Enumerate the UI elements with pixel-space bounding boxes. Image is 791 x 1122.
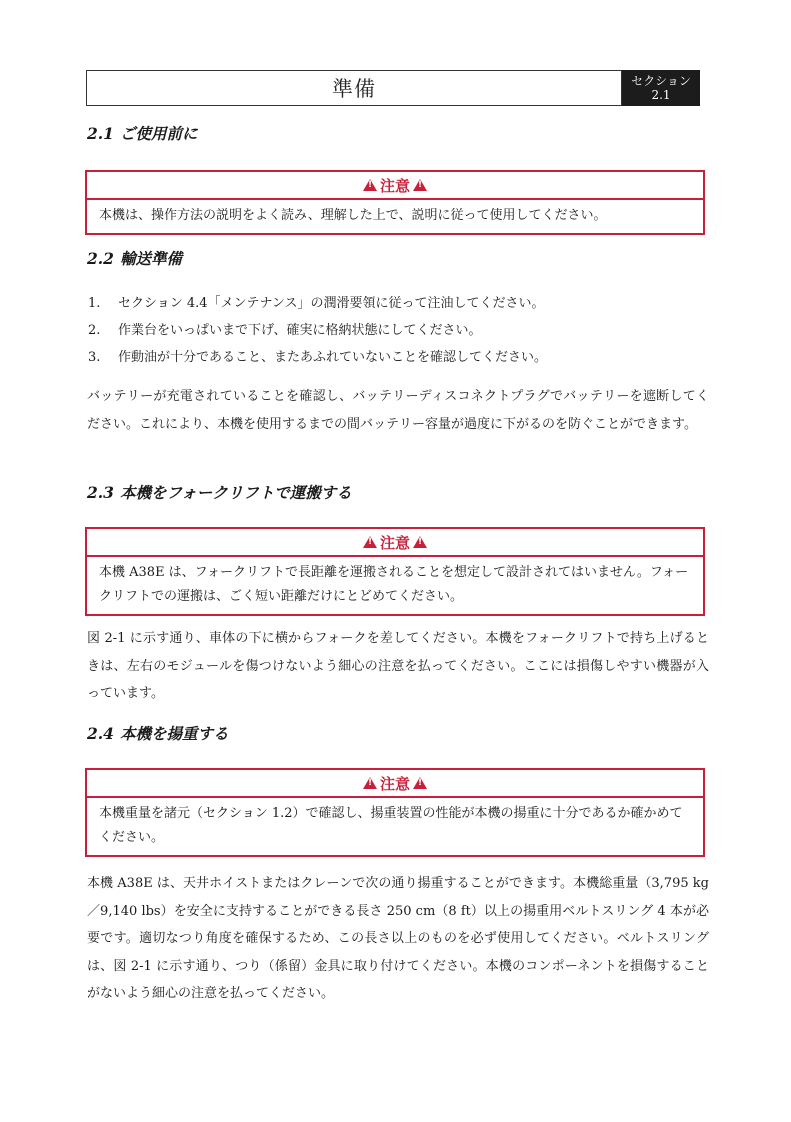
warning-triangle-icon <box>363 179 377 191</box>
section-tab-label: セクション <box>631 74 691 88</box>
warning-triangle-icon <box>413 777 427 789</box>
warning-triangle-icon <box>363 777 377 789</box>
section-number: 2.1 <box>87 124 114 143</box>
caution-header <box>87 529 703 557</box>
section-tab <box>622 70 700 106</box>
caution-header <box>87 770 703 798</box>
section-heading-2-1 <box>87 122 197 144</box>
warning-triangle-icon <box>413 536 427 548</box>
list-item-number: 2. <box>88 323 101 338</box>
section-tab-number: 2.1 <box>651 88 671 102</box>
section-title: 輸送準備 <box>119 249 182 268</box>
section-title: 本機をフォークリフトで運搬する <box>119 483 352 502</box>
caution-text: 本機は、操作方法の説明をよく読み、理解した上で、説明に従って使用してください。 <box>99 208 607 223</box>
caution-box-1 <box>85 170 705 235</box>
section-heading-2-2 <box>87 247 182 269</box>
caution-box-3 <box>85 768 705 857</box>
section-heading-2-4 <box>87 722 228 744</box>
battery-paragraph: バッテリーが充電されていることを確認し、バッテリーディスコネクトプラグでバッテリーを遮断してください。これにより、本機を使用するまでの間バッテリー容量が過度に下がるのを防ぐことができます。 <box>87 389 709 432</box>
transport-steps-list <box>88 290 708 371</box>
caution-label: 注意 <box>379 774 410 793</box>
chapter-title-box <box>86 70 622 106</box>
list-item-number: 3. <box>88 350 101 365</box>
caution-text: 本機 A38E は、フォークリフトで長距離を運搬されることを想定して設計されてはいません。フォークリフトでの運搬は、ごく短い距離だけにとどめてください。 <box>99 565 689 604</box>
list-item-text: 作業台をいっぱいまで下げ、確実に格納状態にしてください。 <box>118 323 482 338</box>
section-number: 2.2 <box>87 249 114 268</box>
section-number: 2.3 <box>87 483 114 502</box>
list-item <box>88 344 708 371</box>
chapter-title: 準備 <box>332 77 376 101</box>
caution-label: 注意 <box>379 176 410 195</box>
lifting-paragraph: 本機 A38E は、天井ホイストまたはクレーンで次の通り揚重することができます。本機総重量（3,795 kg／9,140 lbs）を安全に支持することができる長さ 250 cm（8 ft）以上の揚重用ベルトスリング 4 本が必要です。適切なつり角度を確保するため、この長さ以上のものを必ず使用してください。ベルトスリングは、図 2-1 に示す通り、つり（係留）金具に取り付けてください。本機のコンポーネントを損傷することがないよう細心の注意を払ってください。 <box>87 876 709 1001</box>
list-item-text: セクション 4.4「メンテナンス」の潤滑要領に従って注油してください。 <box>118 296 545 311</box>
section-title: ご使用前に <box>119 124 198 143</box>
list-item-number: 1. <box>88 296 101 311</box>
warning-triangle-icon <box>363 536 377 548</box>
section-heading-2-3 <box>87 481 352 503</box>
list-item-text: 作動油が十分であること、またあふれていないことを確認してください。 <box>118 350 548 365</box>
list-item <box>88 290 708 317</box>
section-title: 本機を揚重する <box>119 724 229 743</box>
caution-label: 注意 <box>379 533 410 552</box>
forklift-paragraph: 図 2-1 に示す通り、車体の下に横からフォークを差してください。本機をフォークリフトで持ち上げるときは、左右のモジュールを傷つけないよう細心の注意を払ってください。ここには損傷しやすい機器が入っています。 <box>87 631 709 701</box>
list-item <box>88 317 708 344</box>
caution-header <box>87 172 703 200</box>
warning-triangle-icon <box>413 179 427 191</box>
caution-box-2 <box>85 527 705 616</box>
caution-text: 本機重量を諸元（セクション 1.2）で確認し、揚重装置の性能が本機の揚重に十分であるか確かめてください。 <box>99 806 683 845</box>
section-number: 2.4 <box>87 724 114 743</box>
